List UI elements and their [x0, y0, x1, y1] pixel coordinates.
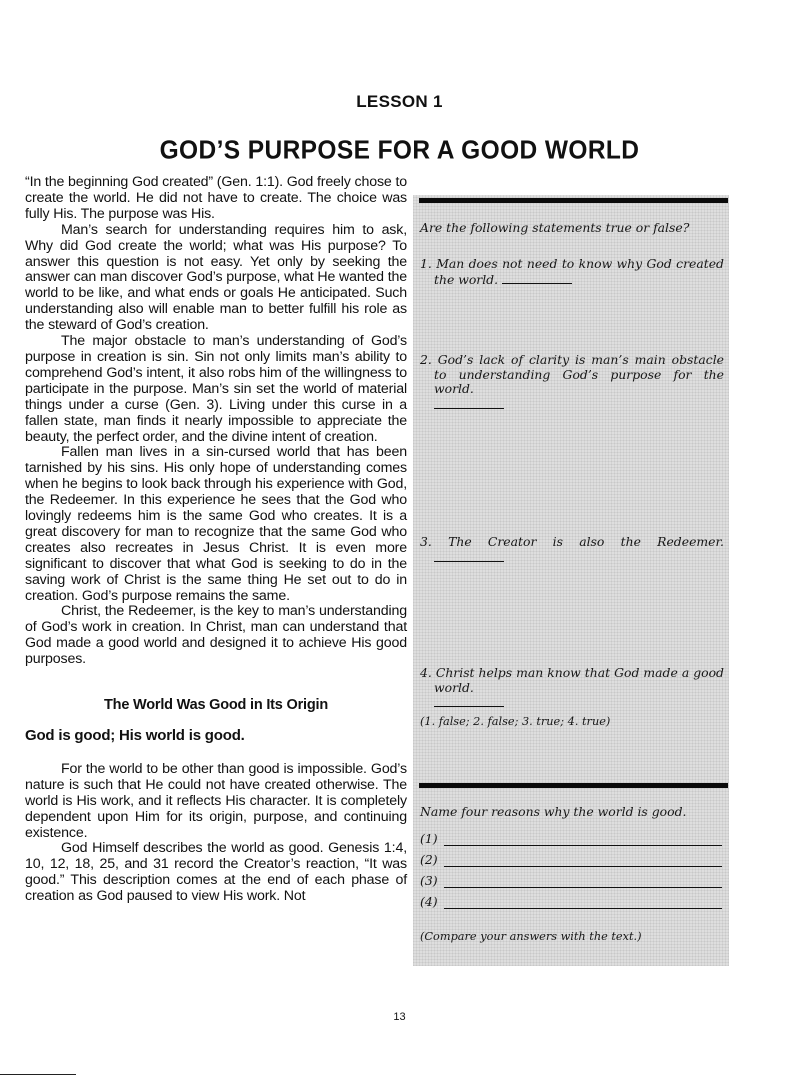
body-paragraph: “In the beginning God created” (Gen. 1:1). God freely chose to create the world. He did not have to create. The choice was fully His. The purpose was His. [25, 174, 407, 222]
body-paragraph: The major obstacle to man’s understanding of God’s purpose in creation is sin. Sin not only limits man’s ability to comprehend God’s intent, it also robs him of the willingness to participate in the purpose. Man’s sin set the world of material things under a curse (Gen. 3). Living under this curse in a fallen state, man finds it nearly impossible to appreciate the beauty, the perfect order, and the divine intent of creation. [25, 333, 407, 445]
question-text: The Creator is also the Redeemer. [448, 534, 724, 549]
reason-answer-line[interactable] [444, 896, 722, 909]
answer-key: (1. false; 2. false; 3. true; 4. true) [420, 715, 611, 728]
reason-label: (3) [420, 872, 438, 888]
reason-label: (2) [420, 851, 438, 867]
subheading: God is good; His world is good. [25, 727, 245, 744]
scan-edge-mark [0, 1074, 76, 1075]
answer-blank[interactable] [502, 272, 572, 284]
lesson-label: LESSON 1 [356, 92, 443, 111]
answer-blank[interactable] [434, 698, 504, 707]
reason-answer-line[interactable] [444, 875, 722, 888]
reasons-list [420, 825, 724, 909]
reason-row [420, 867, 724, 888]
question-number: 2. [420, 352, 432, 367]
page-title: GOD’S PURPOSE FOR A GOOD WORLD [159, 136, 640, 165]
question-number: 1. [420, 256, 432, 271]
panel-rule-top [419, 198, 728, 203]
question-item [420, 353, 724, 409]
question-number: 4. [420, 665, 432, 680]
study-guide-panel [413, 195, 729, 966]
body-paragraph: For the world to be other than good is impossible. God’s nature is such that He could not have created otherwise. The world is His work, and it reflects His character. It is completely dependent upon Him for its origin, purpose, and continuing existence. [25, 760, 407, 841]
answer-blank[interactable] [434, 550, 504, 562]
question-text: God’s lack of clarity is man’s main obstacle to understanding God’s purpose for the world. [434, 352, 724, 396]
true-false-prompt: Are the following statements true or false? [420, 220, 690, 235]
section-heading: The World Was Good in Its Origin [104, 697, 328, 714]
body-paragraph: Fallen man lives in a sin-cursed world that has been tarnished by his sins. His only hope of understanding comes when he begins to look back through his experience with God, the Redeemer. In this experience he sees that the God who lovingly redeems him is the same God who creates. It is a great discovery for man to recognize that the same God who creates also recreates in Jesus Christ. It is even more significant to discover that what God is seeking to do in the saving work of Christ is the same thing He set out to do in creation. God’s purpose remains the same. [25, 444, 407, 604]
reasons-prompt: Name four reasons why the world is good. [420, 804, 687, 819]
question-item [420, 666, 724, 707]
reason-label: (1) [420, 830, 438, 846]
reason-row [420, 888, 724, 909]
body-paragraph: Christ, the Redeemer, is the key to man’s understanding of God’s work in creation. In Christ, man can understand that God made a good world and designed it to achieve His good purposes. [25, 603, 407, 668]
reason-row [420, 846, 724, 867]
main-text-column [25, 175, 407, 905]
question-item [420, 535, 724, 565]
reason-answer-line[interactable] [444, 854, 722, 867]
question-text: Christ helps man know that God made a good world. [434, 665, 724, 695]
question-text: Man does not need to know why God created the world. [434, 256, 724, 287]
page-number: 13 [393, 1011, 406, 1023]
reason-answer-line[interactable] [444, 833, 722, 846]
reason-row [420, 825, 724, 846]
compare-note: (Compare your answers with the text.) [420, 930, 642, 943]
panel-rule-middle [419, 783, 728, 788]
body-paragraph: God Himself describes the world as good. Genesis 1:4, 10, 12, 18, 25, and 31 record the Creator’s reaction, “It was good.” This description comes at the end of each phase of creation as God paused to view His work. Not [25, 840, 407, 905]
question-number: 3. [420, 534, 432, 549]
answer-blank[interactable] [434, 400, 504, 409]
body-paragraph: Man’s search for understanding requires him to ask, Why did God create the world; what was His purpose? To answer this question is not easy. Yet only by seeking the answer can man discover God’s purpose, what He wanted the world to be like, and what ends or goals He anticipated. Such understanding also will enable man to better fulfill his role as the steward of God’s creation. [25, 221, 407, 334]
reason-label: (4) [420, 893, 438, 909]
question-item [420, 257, 724, 287]
